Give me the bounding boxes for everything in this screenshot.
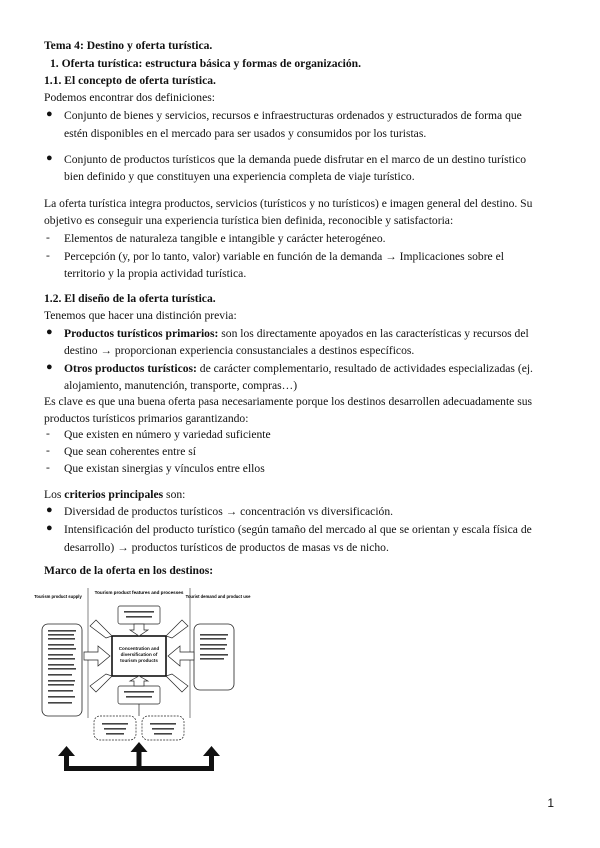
section-1-2-heading: 1.2. El diseño de la oferta turística.: [44, 292, 216, 305]
dash-item-1: Elementos de naturaleza tangible e intangible y carácter heterogéneo.: [64, 232, 386, 245]
other-products-label: Otros productos turísticos:: [64, 362, 197, 375]
down-arrow-icon: [130, 624, 148, 636]
bullet-icon: ●: [46, 522, 53, 534]
paragraph-2-line-2: productos turísticos primarios garantizando:: [44, 412, 249, 425]
framework-heading: Marco de la oferta en los destinos:: [44, 564, 214, 577]
diagram-svg: [34, 580, 251, 780]
up-arrow-icon: [130, 676, 148, 686]
other-products-line-2: alojamiento, manutención, transporte, compras…): [64, 379, 298, 392]
paragraph-1-line-2: objetivo es conseguir una experiencia turística bien definida, reconocible y satisfactoria:: [44, 214, 454, 227]
guarantee-item-3: Que existan sinergias y vínculos entre ellos: [64, 462, 265, 475]
paragraph-1-line-1: La oferta turística integra productos, servicios (turísticos y no turísticos) e imagen general del destino. Su: [44, 197, 533, 210]
diagonal-arrow-icon: [166, 620, 188, 638]
criteria-item-2-line-1: Intensificación del producto turístico (según tamaño del mercado al que se orientan y escala física de: [64, 523, 532, 536]
dash-marker: -: [46, 427, 50, 440]
diagonal-arrow-icon: [90, 674, 112, 692]
bullet-icon: ●: [46, 326, 53, 338]
primary-products-line-1: [64, 326, 556, 342]
section-1-heading: 1. Oferta turística: estructura básica y formas de organización.: [50, 57, 362, 70]
document-title: Tema 4: Destino y oferta turística.: [44, 39, 213, 52]
bottom-process-box: [118, 686, 160, 704]
criteria-bold: criterios principales: [64, 488, 164, 501]
page-number: 1: [547, 796, 554, 810]
criteria-item-1: Diversidad de productos turísticos → concentración vs diversificación.: [64, 505, 394, 518]
definition-2-line-2: bien definido y que constituyen una experiencia completa de viaje turístico.: [64, 170, 415, 183]
dash-marker: -: [46, 461, 50, 474]
intro-2-text: Tenemos que hacer una distinción previa:: [44, 309, 237, 322]
section-1-1-heading: 1.1. El concepto de oferta turística.: [44, 74, 216, 87]
bullet-icon: ●: [46, 108, 53, 120]
primary-products-line-2: destino → proporcionan experiencia consustanciales a destinos específicos.: [64, 344, 415, 357]
dash-item-2-line-1: Percepción (y, por lo tanto, valor) variable en función de la demanda → Implicaciones sobre el: [64, 250, 504, 263]
up-arrow-icon: [58, 746, 75, 756]
criteria-post: son:: [163, 488, 186, 501]
up-arrow-icon: [203, 746, 220, 756]
top-process-box: [118, 606, 160, 624]
criteria-pre: Los: [44, 488, 65, 501]
diagonal-arrow-icon: [166, 674, 188, 692]
guarantee-item-1: Que existen en número y variedad suficiente: [64, 428, 271, 441]
right-column-title: Tourist demand and product use: [185, 594, 251, 599]
dash-item-2-line-2: territorio y la propia actividad turística.: [64, 267, 247, 280]
other-products-text: de carácter complementario, resultado de actividades especializadas (ej.: [196, 362, 533, 375]
bullet-icon: ●: [46, 152, 53, 164]
definition-1-line-2: estén disponibles en el mercado para ser usados y consumidos por los turistas.: [64, 127, 427, 140]
paragraph-2-line-1: Es clave es que una buena oferta pasa necesariamente porque los destinos desarrollen adecuadamente sus: [44, 395, 533, 408]
middle-column-title: Tourism product features and processes: [94, 590, 184, 595]
guarantee-item-2: Que sean coherentes entre sí: [64, 445, 196, 458]
dash-marker: -: [46, 231, 50, 244]
center-box-label: Concentration and diversification of tourism products: [118, 646, 160, 663]
diagonal-arrow-icon: [90, 620, 112, 638]
left-column-title: Tourism product supply: [34, 594, 82, 599]
dash-marker: -: [46, 444, 50, 457]
bullet-icon: ●: [46, 504, 53, 516]
other-products-line-1: [64, 361, 556, 377]
criteria-item-2-line-2: desarrollo) → productos turísticos de productos de masas vs de nicho.: [64, 541, 389, 554]
primary-products-text: son los directamente apoyados en las características y recursos del: [218, 327, 529, 340]
framework-diagram: [34, 580, 251, 780]
primary-products-label: Productos turísticos primarios:: [64, 327, 219, 340]
criteria-intro: [44, 487, 556, 503]
intro-text: Podemos encontrar dos definiciones:: [44, 91, 215, 104]
up-arrow-icon: [131, 742, 148, 752]
definition-1-line-1: Conjunto de bienes y servicios, recursos e infraestructuras ordenados y estructurados de forma que: [64, 109, 522, 122]
bullet-icon: ●: [46, 361, 53, 373]
demand-box: [194, 624, 234, 690]
definition-2-line-1: Conjunto de productos turísticos que la demanda puede disfrutar en el marco de un destino turístico: [64, 153, 527, 166]
dash-marker: -: [46, 249, 50, 262]
